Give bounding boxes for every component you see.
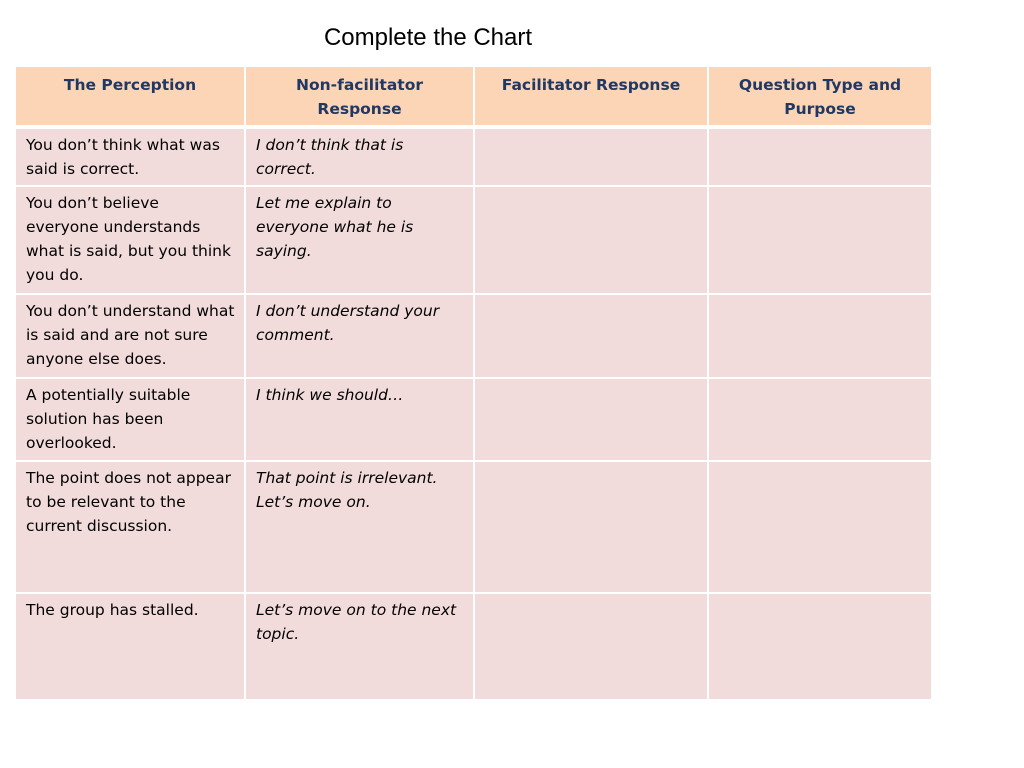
header-facilitator-response: Facilitator Response (474, 67, 708, 127)
question-type-cell[interactable] (708, 593, 931, 700)
question-type-cell[interactable] (708, 127, 931, 186)
perception-cell: You don’t believe everyone understands what is said, but you think you do. (16, 186, 245, 294)
table-row (16, 127, 931, 186)
facilitator-response-cell[interactable] (474, 186, 708, 294)
perception-cell: The group has stalled. (16, 593, 245, 700)
header-question-type-purpose: Question Type and Purpose (708, 67, 931, 127)
non-facilitator-response-cell: That point is irrelevant. Let’s move on. (245, 461, 474, 593)
facilitator-response-cell[interactable] (474, 593, 708, 700)
table-row (16, 593, 931, 700)
page-title: Complete the Chart (323, 24, 533, 51)
facilitator-response-cell[interactable] (474, 461, 708, 593)
facilitator-response-cell[interactable] (474, 127, 708, 186)
non-facilitator-response-cell: Let’s move on to the next topic. (245, 593, 474, 700)
table-row (16, 378, 931, 461)
header-perception: The Perception (16, 67, 245, 127)
facilitator-response-cell[interactable] (474, 378, 708, 461)
table-row (16, 294, 931, 378)
perception-cell: The point does not appear to be relevant to the current discussion. (16, 461, 245, 593)
response-chart-table (16, 67, 931, 701)
table-header-row (16, 67, 931, 127)
question-type-cell[interactable] (708, 186, 931, 294)
question-type-cell[interactable] (708, 378, 931, 461)
perception-cell: A potentially suitable solution has been overlooked. (16, 378, 245, 461)
perception-cell: You don’t think what was said is correct. (16, 127, 245, 186)
non-facilitator-response-cell: Let me explain to everyone what he is saying. (245, 186, 474, 294)
non-facilitator-response-cell: I don’t understand your comment. (245, 294, 474, 378)
non-facilitator-response-cell: I think we should… (245, 378, 474, 461)
facilitator-response-cell[interactable] (474, 294, 708, 378)
non-facilitator-response-cell: I don’t think that is correct. (245, 127, 474, 186)
table-row (16, 186, 931, 294)
header-non-facilitator-response: Non-facilitator Response (245, 67, 474, 127)
table-row (16, 461, 931, 593)
question-type-cell[interactable] (708, 461, 931, 593)
question-type-cell[interactable] (708, 294, 931, 378)
perception-cell: You don’t understand what is said and are not sure anyone else does. (16, 294, 245, 378)
